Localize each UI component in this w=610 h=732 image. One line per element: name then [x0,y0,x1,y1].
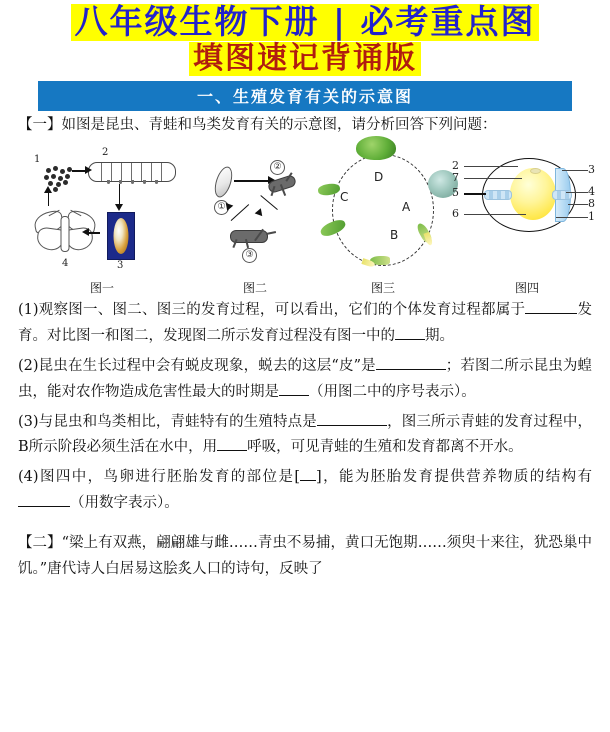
leader-left-3 [464,193,486,194]
section-header-bar: 一、生殖发育有关的示意图 [38,81,572,111]
leader-right-1 [562,170,588,171]
question-4 [18,465,592,517]
locust-adult-icon [222,226,276,248]
egg-chalaza-left-icon [484,190,512,200]
question-3-part-c: 呼吸，可见青蛙的生殖和发育都离不开水。 [247,439,523,456]
arrowhead-2 [115,204,123,211]
arrowhead-3 [82,228,89,236]
figure2-label-3: ③ [242,248,257,263]
question-1-part-a: (1)观察图一、图二、图三的发育过程，可以看出，它们的个体发育过程都属于 [18,302,526,319]
question-4-blank-1[interactable] [300,480,316,481]
question-2-blank-1[interactable] [376,369,446,370]
figure3-caption: 图三 [370,281,395,296]
question-2-part-c: （用图二中的序号表示）。 [309,383,476,400]
leader-left-4 [464,214,526,215]
figure1-label-4: 4 [62,258,69,270]
egg-label-right-3: 3 [588,163,595,177]
arrow-moth-to-egg [48,192,49,206]
page-title-block [0,0,610,76]
frog-adult-icon [356,136,396,160]
figure-locust [196,144,314,294]
arrowhead-6 [255,209,266,220]
egg-label-right-4: 4 [588,185,595,199]
question-3-part-a: (3)与昆虫和鸟类相比，青蛙特有的生殖特点是 [18,413,317,430]
figure1-label-2: 2 [102,147,109,159]
egg-label-left-2: 2 [452,159,459,173]
leader-left-2 [464,178,522,179]
silkworm-larva-icon [88,162,176,182]
figure2-label-2: ② [270,160,285,175]
egg-label-right-8: 8 [588,197,595,211]
leader-right-2 [566,192,588,193]
leader-right-3 [568,204,588,205]
silkworm-pupa-icon [107,212,135,260]
egg-label-left-6: 6 [452,207,459,221]
leader-right-4 [556,217,588,218]
question-3-blank-1[interactable] [317,425,387,426]
question-4-blank-2[interactable] [18,506,70,507]
question-3-blank-2[interactable] [217,450,247,451]
question-4-part-b: ]，能为胚胎发育提供营养物质的结构有 [316,469,592,486]
egg-label-left-5: 5 [452,186,459,200]
figure3-label-B: B [390,228,399,243]
question-4-part-c: （用数字表示）。 [70,494,179,511]
egg-label-right-1: 1 [588,210,595,224]
question-1 [18,298,592,350]
locust-egg-icon [211,165,235,200]
leader-left-1 [464,166,518,167]
figure-frog-cycle [318,144,448,294]
question-2-blank-2[interactable] [279,395,309,396]
figure-silkworm [22,144,182,294]
arrow-nymph-to-adult [260,195,278,210]
locust-nymph-icon [266,170,296,196]
question-2-part-a: (2)昆虫在生长过程中会有蜕皮现象，蜕去的这层“皮”是 [18,357,376,374]
egg-yolk-icon [510,168,556,220]
arrowhead-1 [85,166,92,174]
egg-label-left-7: 7 [452,171,459,185]
question-1-part-b: 发育。对比图一和图二，发现图二所示发育过程没有图一中的 [18,302,592,345]
arrow-egg-to-larva [72,170,86,171]
question-1-part-c: 期。 [425,328,454,345]
figure1-caption: 图一 [89,281,114,296]
arrow-adult-to-egg [231,204,250,221]
question-3-part-b: ，图三所示青蛙的发育过程中，B所示阶段必须生活在水中，用 [18,413,592,456]
page-title-line-1: 八年级生物下册 | 必考重点图 [71,4,540,41]
block-one-intro: 【一】如图是昆虫、青蛙和鸟类发育有关的示意图，请分析回答下列问题： [18,116,497,133]
question-2 [18,354,592,406]
figure3-label-C: C [340,190,349,205]
figure3-label-D: D [374,170,384,185]
question-3 [18,410,592,462]
figure3-label-A: A [402,200,411,215]
tadpole-tail-1 [423,232,433,246]
question-4-part-a: (4)图四中，鸟卵进行胚胎发育的部位是[ [18,469,301,486]
figure2-label-1: ① [214,200,229,215]
page-title-line-2: 填图速记背诵版 [189,42,421,76]
block-two-text: 【二】“梁上有双燕，翩翩雄与雌……青虫不易捕，黄口无饱期……须臾十来往，犹恐巢中饥。”唐代诗人白居易这脍炙人口的诗句，反映了 [18,534,592,577]
arrow-larva-to-pupa [119,184,120,206]
question-1-blank-1[interactable] [525,313,577,314]
arrow-egg-to-nymph [234,180,270,181]
figure1-label-3: 3 [117,260,124,272]
figure2-caption: 图二 [242,281,267,296]
figure4-caption: 图四 [514,281,539,296]
question-2-part-b: ；若图二所示昆虫为蝗虫，能对农作物造成危害性最大的时期是 [18,357,592,400]
question-1-blank-2[interactable] [395,339,425,340]
figure1-label-1: 1 [34,154,41,166]
figure-strip [0,144,610,294]
figure-bird-egg [452,144,602,294]
arrowhead-4 [44,186,52,193]
